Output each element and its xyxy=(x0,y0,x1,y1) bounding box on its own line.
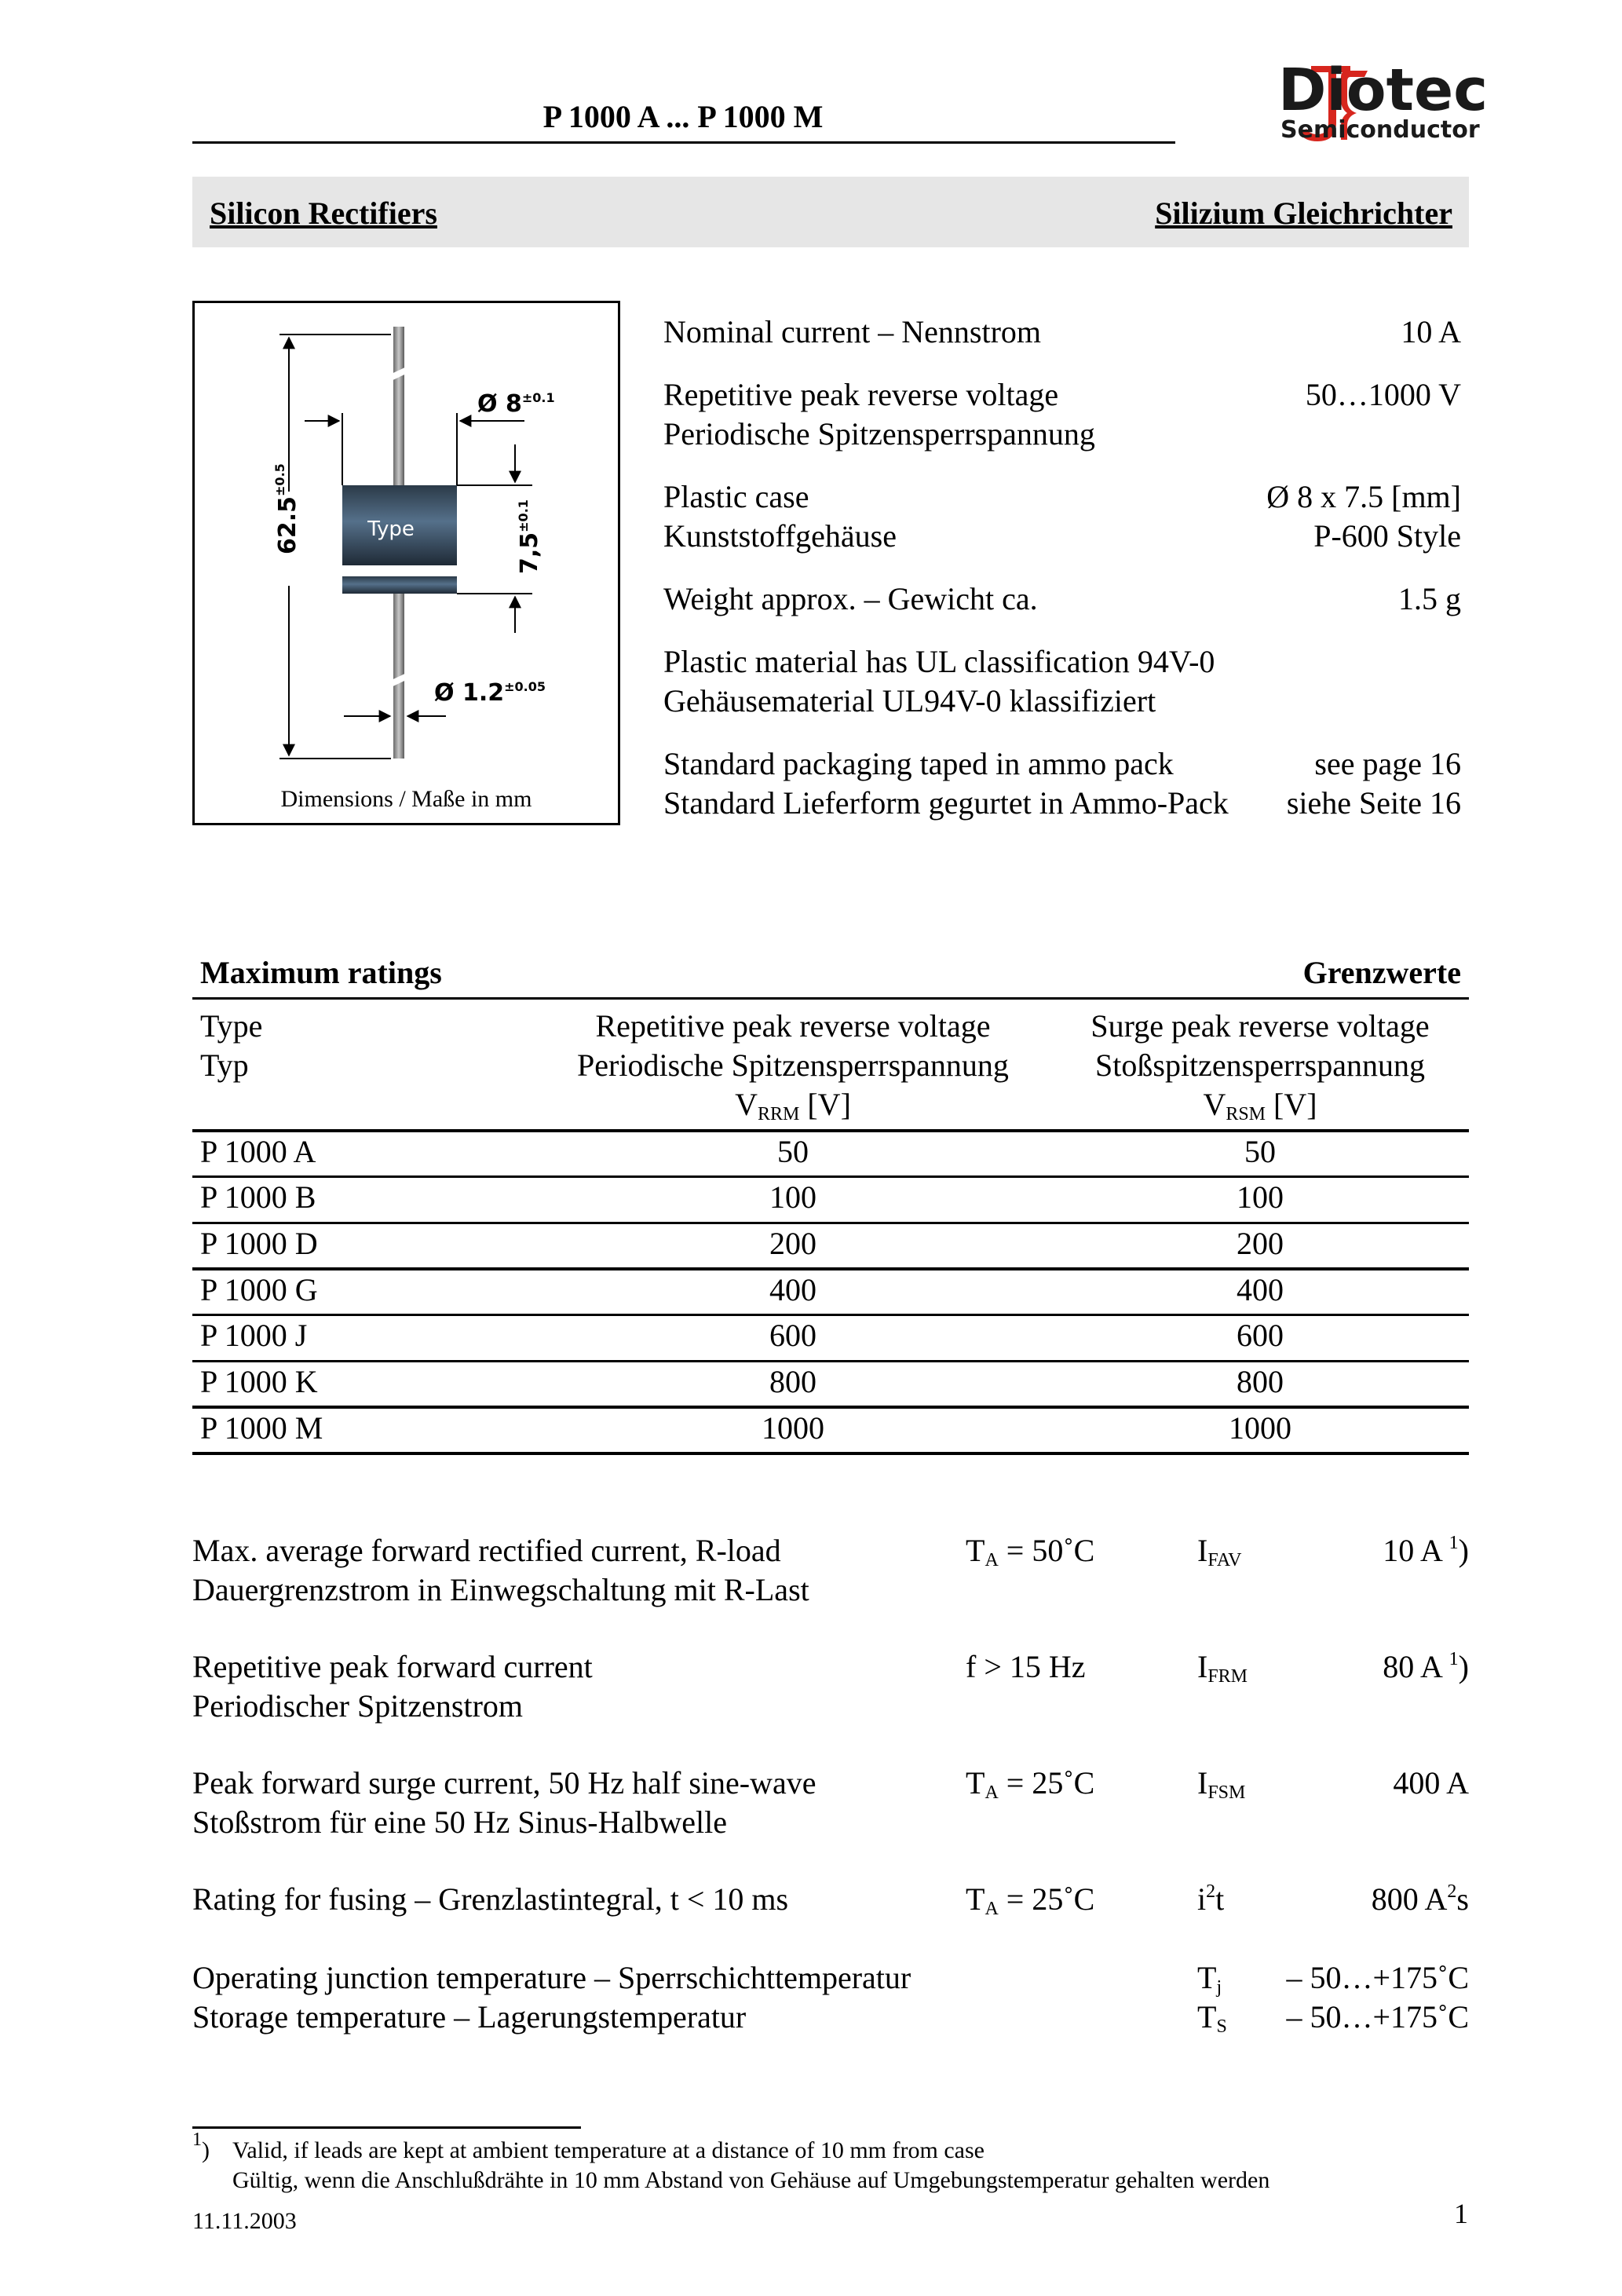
table-row-vrrm: 600 xyxy=(769,1318,816,1353)
dim-length-label: $62.5^{\pm 0.5}$ xyxy=(272,463,301,554)
char-ifrm-label-en: Repetitive peak forward current xyxy=(192,1649,593,1684)
table-row-vrrm: 1000 xyxy=(762,1410,824,1446)
spec-nominal-current-label: Nominal current – Nennstrom xyxy=(663,314,1041,349)
temp-storage-label: Storage temperature – Lagerungstemperatur xyxy=(192,1999,747,2035)
dim-lead-diameter-label: Ø $1.2^{\pm 0.05}$ xyxy=(434,679,546,707)
table-row-vrsm: 50 xyxy=(1244,1134,1276,1169)
title-rule xyxy=(192,141,1175,144)
table-row-vrrm: 200 xyxy=(769,1226,816,1261)
footnote-mark: $^1$) xyxy=(192,2130,210,2163)
ratings-rule-top xyxy=(192,997,1469,1000)
char-ifrm-condition: f > 15 Hz xyxy=(966,1649,1086,1684)
table-row-vrrm: 100 xyxy=(769,1179,816,1215)
lead-top xyxy=(393,327,404,495)
temp-junction-value: – 50…+175˚C xyxy=(1286,1960,1469,1995)
table-row-type: P 1000 J xyxy=(200,1318,308,1353)
category-english: Silicon Rectifiers xyxy=(210,196,437,231)
spec-case-style: P-600 Style xyxy=(1313,518,1461,554)
spec-case-label-en: Plastic case xyxy=(663,479,809,514)
footnote-rule xyxy=(192,2126,581,2129)
temp-junction-symbol: $T_j$ xyxy=(1197,1960,1222,1998)
table-row-vrsm: 200 xyxy=(1237,1226,1284,1261)
footnote-text-de: Gültig, wenn die Anschlußdrähte in 10 mm Abstand von Gehäuse auf Umgebungstemperatur gehalten werden xyxy=(232,2167,1270,2193)
spec-nominal-current-value: 10 A xyxy=(1401,314,1461,349)
spec-rep-voltage-label-de: Periodische Spitzensperrspannung xyxy=(663,416,1095,452)
table-row-vrsm: 800 xyxy=(1237,1364,1284,1399)
ratings-title-en: Maximum ratings xyxy=(200,955,442,990)
cathode-band xyxy=(342,576,457,594)
char-ifav-condition: $T_A$ = 50˚C xyxy=(966,1533,1095,1570)
body-type-label: Type xyxy=(367,517,415,541)
col-vrrm-symbol: $V_{RRM}$ [V] xyxy=(735,1087,851,1124)
spec-packaging-ref-de: siehe Seite 16 xyxy=(1286,785,1461,821)
spec-weight-label: Weight approx. – Gewicht ca. xyxy=(663,581,1038,616)
table-row-vrrm: 50 xyxy=(777,1134,809,1169)
char-ifsm-label-en: Peak forward surge current, 50 Hz half sine-wave xyxy=(192,1765,816,1801)
spec-packaging-label-de: Standard Lieferform gegurtet in Ammo-Pack xyxy=(663,785,1229,821)
col-vrrm-header-en: Repetitive peak reverse voltage xyxy=(595,1008,991,1044)
table-row-vrsm: 100 xyxy=(1237,1179,1284,1215)
ratings-rule-bottom xyxy=(192,1452,1469,1455)
table-row-type: P 1000 B xyxy=(200,1179,316,1215)
spec-ul-label-de: Gehäusematerial UL94V-0 klassifiziert xyxy=(663,683,1156,718)
footnote-text-en: Valid, if leads are kept at ambient temperature at a distance of 10 mm from case xyxy=(232,2137,985,2163)
ratings-title-de: Grenzwerte xyxy=(1302,955,1461,990)
char-ifsm-label-de: Stoßstrom für eine 50 Hz Sinus-Halbwelle xyxy=(192,1804,727,1840)
document-title: P 1000 A ... P 1000 M xyxy=(542,99,824,134)
drawing-caption: Dimensions / Maße in mm xyxy=(280,786,532,812)
logo-subtitle: Semiconductor xyxy=(1280,116,1480,144)
table-row-type: P 1000 K xyxy=(200,1364,318,1399)
char-i2t-condition: $T_A$ = 25˚C xyxy=(966,1881,1095,1919)
spec-packaging-ref-en: see page 16 xyxy=(1314,746,1461,781)
diode-dimension-drawing xyxy=(195,303,618,782)
char-ifav-value: 10 A $^1$) xyxy=(1383,1533,1469,1568)
table-row-type: P 1000 M xyxy=(200,1410,323,1446)
col-vrsm-header-de: Stoßspitzensperrspannung xyxy=(1095,1047,1425,1083)
table-row-vrsm: 600 xyxy=(1237,1318,1284,1353)
spec-case-dimensions: Ø 8 x 7.5 [mm] xyxy=(1266,479,1461,514)
table-row-vrrm: 400 xyxy=(769,1272,816,1307)
logo-wordmark: Diotec xyxy=(1278,57,1489,124)
char-i2t-label: Rating for fusing – Grenzlastintegral, t < 10 ms xyxy=(192,1881,789,1917)
table-row-vrsm: 400 xyxy=(1237,1272,1284,1307)
char-ifrm-label-de: Periodischer Spitzenstrom xyxy=(192,1688,524,1724)
temp-junction-label: Operating junction temperature – Sperrschichttemperatur xyxy=(192,1960,911,1995)
spec-weight-value: 1.5 g xyxy=(1398,581,1461,616)
char-ifsm-condition: $T_A$ = 25˚C xyxy=(966,1765,1095,1803)
table-row-type: P 1000 D xyxy=(200,1226,318,1261)
char-ifsm-symbol: $I_{FSM}$ xyxy=(1197,1765,1246,1803)
temp-storage-value: – 50…+175˚C xyxy=(1286,1999,1469,2035)
lead-bottom xyxy=(393,582,404,759)
col-type-header-en: Type xyxy=(200,1008,263,1044)
dim-body-length-label: $7,5^{\pm 0.1}$ xyxy=(516,499,543,574)
char-i2t-symbol: $i^2t$ xyxy=(1197,1881,1225,1917)
page-number: 1 xyxy=(1454,2198,1468,2229)
char-i2t-value: 800 $A^2s$ xyxy=(1371,1881,1469,1917)
spec-packaging-label-en: Standard packaging taped in ammo pack xyxy=(663,746,1174,781)
table-row-type: P 1000 A xyxy=(200,1134,316,1169)
dim-body-diameter-label: Ø $8^{\pm 0.1}$ xyxy=(477,390,555,418)
char-ifrm-value: 80 A $^1$) xyxy=(1383,1649,1469,1684)
table-row-type: P 1000 G xyxy=(200,1272,318,1307)
spec-rep-voltage-value: 50…1000 V xyxy=(1305,377,1461,412)
spec-case-label-de: Kunststoffgehäuse xyxy=(663,518,897,554)
table-row-vrsm: 1000 xyxy=(1229,1410,1291,1446)
temp-storage-symbol: $T_S$ xyxy=(1197,1999,1227,2037)
spec-ul-label-en: Plastic material has UL classification 94V-0 xyxy=(663,644,1215,679)
char-ifrm-symbol: $I_{FRM}$ xyxy=(1197,1649,1248,1687)
char-ifav-symbol: $I_{FAV}$ xyxy=(1197,1533,1242,1570)
col-type-header-de: Typ xyxy=(200,1047,249,1083)
char-ifsm-value: 400 A xyxy=(1393,1765,1469,1801)
col-vrrm-header-de: Periodische Spitzensperrspannung xyxy=(577,1047,1009,1083)
char-ifav-label-de: Dauergrenzstrom in Einwegschaltung mit R-Last xyxy=(192,1572,809,1607)
table-row-vrrm: 800 xyxy=(769,1364,816,1399)
spec-rep-voltage-label-en: Repetitive peak reverse voltage xyxy=(663,377,1059,412)
category-german: Silizium Gleichrichter xyxy=(1155,196,1452,231)
footer-date: 11.11.2003 xyxy=(192,2208,297,2234)
col-vrsm-header-en: Surge peak reverse voltage xyxy=(1090,1008,1430,1044)
char-ifav-label-en: Max. average forward rectified current, R-load xyxy=(192,1533,781,1568)
col-vrsm-symbol: $V_{RSM}$ [V] xyxy=(1203,1087,1317,1124)
